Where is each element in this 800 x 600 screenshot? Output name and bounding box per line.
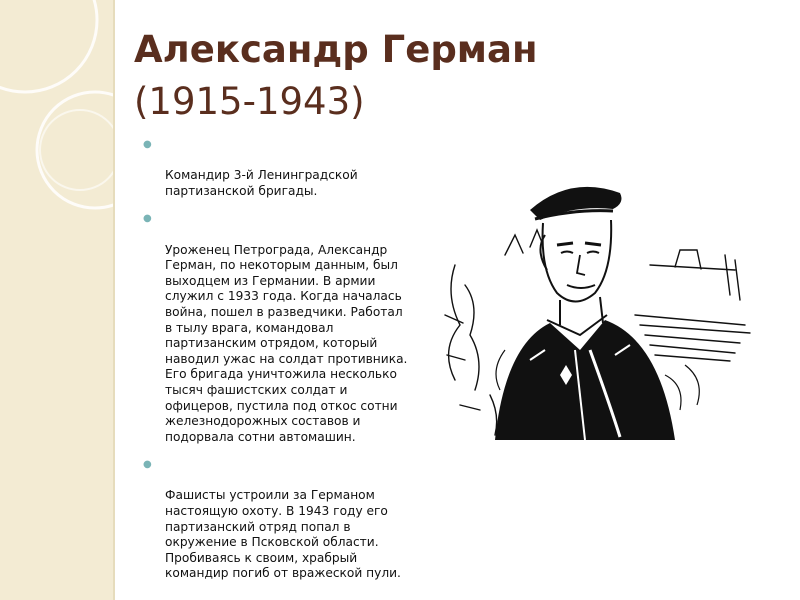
bullet-item [142, 457, 428, 582]
decorative-circles [0, 0, 113, 600]
bullet-icon: ● [143, 139, 152, 150]
bullet-text: Командир 3-й Ленинградской партизанской бригады. [165, 168, 358, 198]
bullet-icon: ● [143, 213, 152, 225]
bullet-item [142, 137, 428, 199]
side-band-divider [113, 0, 115, 600]
bullet-text: Уроженец Петрограда, Александр Герман, по некоторым данным, был выходцем из Германии. В армии служил с 1933 года. Когда началась война, пошел в разведчики. Работал в тылу врага, командовал партизанским отрядом, который наводил ужас на солдат противника. Его бригада уничтожила несколько тысяч фашистских солдат и офицеров, пустила под откос сотни железнодорожных составов и подорвала сотни автомашин. [165, 242, 408, 444]
bullet-list [142, 137, 428, 594]
title-name: Александр Герман [134, 28, 538, 71]
bullet-text: Фашисты устроили за Германом настоящую охоту. В 1943 году его партизанский отряд попал в окружение в Псковской области. Пробиваясь к своим, храбрый командир погиб от вражеской пули. [165, 488, 401, 581]
decorative-side-band [0, 0, 113, 600]
portrait-drawing [435, 175, 755, 440]
bullet-icon: ● [143, 459, 152, 471]
title-years: (1915-1943) [134, 80, 365, 123]
slide-title [134, 24, 538, 128]
bullet-item [142, 211, 428, 445]
